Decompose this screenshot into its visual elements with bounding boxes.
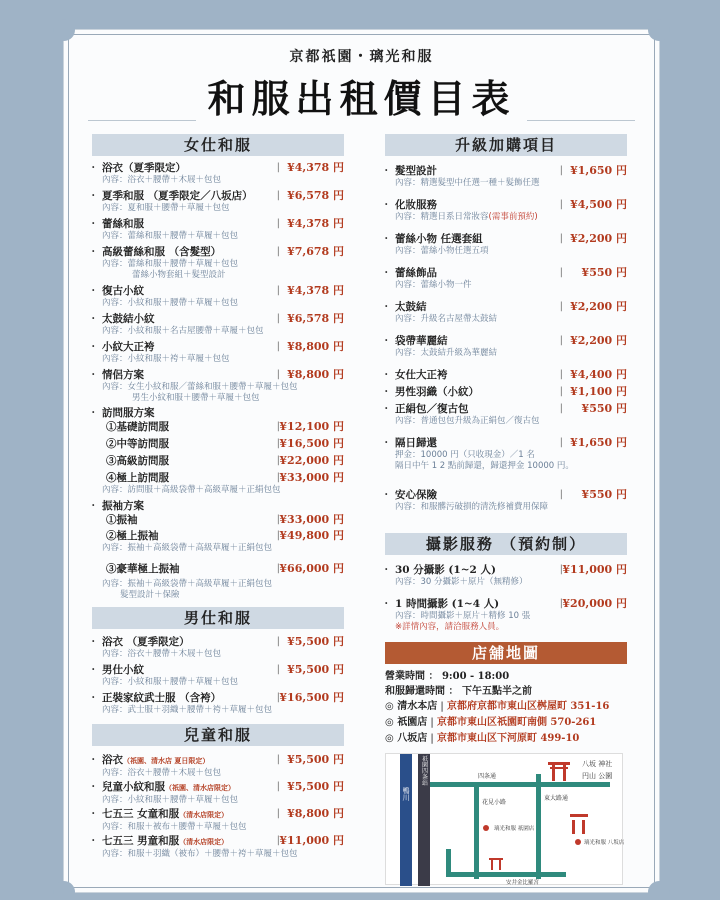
photo-list: [385, 563, 627, 622]
menu-item-price: ¥5,500 円: [287, 780, 344, 793]
map-label-shrine: 八坂 神社: [582, 760, 613, 768]
map-label-street1: 四条通: [478, 773, 497, 780]
menu-item: ・ 情侶方案 | ¥8,800 円: [92, 368, 344, 382]
map-pin-icon: [483, 825, 489, 831]
shop-address: 京都府京都市東山区桝屋町 351-16: [446, 701, 610, 712]
menu-item: ④極上訪問服 | ¥33,000 円: [92, 471, 344, 485]
upgrade-nextday-name: ・ 隔日歸還: [385, 436, 627, 450]
menu-item-desc: 內容：精選髮型中任選一種＋髮飾任選: [395, 178, 540, 188]
menu-item-name: ・ 浴衣（祇園、清水店 夏日限定）: [92, 753, 344, 768]
shop-subtitle: 京都祇園・璃光和服: [289, 49, 434, 65]
road-higashioji: [536, 774, 541, 879]
map-label-street2: 花見小路: [482, 799, 507, 806]
menu-item-price: ¥16,500 円: [279, 437, 344, 450]
furisode-desc: 內容：振袖＋高級袋帶＋高級草履＋正絹包包: [102, 543, 273, 553]
shop-address: 京都市東山区祇園町南側 570-261: [436, 717, 597, 728]
menu-item-price: ¥11,000 円: [562, 563, 627, 576]
store-map-svg: [386, 754, 624, 886]
upgrade-bag-desc: 內容：普通包包升級為正絹包／復古包: [395, 416, 540, 426]
menu-item-name: ・ 太鼓結: [385, 300, 627, 314]
visit-plan-name: ・ 訪問服方案: [92, 406, 344, 420]
menu-item-desc: 內容：女生小紋和服／蕾絲和服＋腰帶＋草履＋包包: [102, 382, 298, 392]
menu-item-price: ¥4,400 円: [570, 368, 627, 381]
menu-item-price: ¥4,378 円: [287, 284, 344, 297]
menu-item: ②極上振袖 | ¥49,800 円: [92, 529, 344, 543]
kids-list: [92, 753, 344, 860]
menu-item: ・ 蕾絲飾品 | ¥550 円: [385, 266, 627, 280]
menu-card: [64, 30, 659, 892]
menu-item: ・ 浴衣（夏季限定） | ¥4,378 円: [92, 161, 344, 175]
menu-item-name: ・ 蕾絲飾品: [385, 266, 627, 280]
section-store-heading: 店舖地圖: [385, 642, 627, 664]
shop-name: ◎ 八坂店: [385, 733, 428, 744]
menu-item-desc: 內容：浴衣＋腰帶＋木屐＋包包: [102, 175, 222, 185]
page-title: 和服出租價目表: [207, 76, 516, 121]
menu-item-price: ¥12,100 円: [279, 420, 344, 433]
menu-item-price: ¥6,578 円: [287, 312, 344, 325]
menu-item-name: ・ 復古小紋: [92, 284, 344, 298]
furisode-plan-name: ・ 振袖方案: [92, 499, 344, 513]
menu-item: ②中等訪問服 | ¥16,500 円: [92, 437, 344, 451]
menu-item-desc: 內容：和服＋被布＋腰帶＋草履＋包包: [102, 822, 247, 832]
menu-item-name: ①基礎訪問服: [106, 421, 169, 433]
return-time: 和服歸還時間 ： 下午五點半之前: [385, 686, 532, 697]
menu-item-price: ¥5,500 円: [287, 753, 344, 766]
menu-item-price: ¥550 円: [581, 266, 627, 279]
menu-item-desc: 內容：小紋和服＋腰帶＋草履＋包包: [102, 795, 239, 805]
menu-item-desc: 內容：武士服＋羽織＋腰帶＋袴＋草履＋包包: [102, 705, 273, 715]
menu-item-price: ¥8,800 円: [287, 340, 344, 353]
menu-item-name: ・ 1 時間攝影 (1~4 人): [385, 597, 627, 611]
menu-item-name: ・ 高級蕾絲和服 （含髮型）: [92, 245, 344, 259]
menu-item-desc: 內容：時間攝影＋原片＋精修 10 張: [395, 611, 531, 621]
menu-item-desc: 內容：小紋和服＋袴＋草履＋包包: [102, 354, 230, 364]
left-column: [92, 134, 344, 860]
menu-item-desc: 男生小紋和服＋腰帶＋草履＋包包: [132, 393, 260, 403]
menu-item-name: ・ 七五三 女童和服（清水店限定）: [92, 807, 344, 822]
menu-item-price: ¥20,000 円: [562, 597, 627, 610]
shop-address: 京都市東山区下河原町 499-10: [436, 733, 580, 744]
menu-item: ①振袖 | ¥33,000 円: [92, 513, 344, 527]
menu-item: ・ 蕾絲和服 | ¥4,378 円: [92, 217, 344, 231]
menu-item: ・ 小紋大正袴 | ¥8,800 円: [92, 340, 344, 354]
upgrade-bag: ・ 正絹包／復古包 | ¥550 円: [385, 402, 627, 416]
women-list: [92, 161, 344, 404]
upgrade-list: [385, 164, 627, 359]
menu-item-price: ¥4,378 円: [287, 161, 344, 174]
menu-item-desc: 內容：小紋和服＋腰帶＋草履＋包包: [102, 677, 239, 687]
business-hours: 營業時間 ： 9:00 - 18:00: [385, 671, 510, 682]
menu-item: ・ 蕾絲小物 任選套組 | ¥2,200 円: [385, 232, 627, 246]
menu-item: ・ 化妝服務 | ¥4,500 円: [385, 198, 627, 212]
corner-notch: [648, 881, 670, 900]
menu-item: ・ 1 時間攝影 (1~4 人) | ¥20,000 円: [385, 597, 627, 611]
menu-item-desc: 內容：蕾絲和服＋腰帶＋草履＋包包: [102, 259, 239, 269]
menu-item-price: ¥33,000 円: [279, 471, 344, 484]
menu-item-price: ¥7,678 円: [287, 245, 344, 258]
torii-icon: [570, 814, 588, 834]
map-label-shop2: 璃光和服 八坂店: [584, 840, 624, 846]
menu-item-desc: 內容：和服＋羽織（被布）＋腰帶＋袴＋草履＋包包: [102, 849, 298, 859]
menu-item: ・ 七五三 男童和服（清水店限定） | ¥11,000 円: [92, 834, 344, 849]
menu-item-name: ・ 浴衣 （夏季限定）: [92, 635, 344, 649]
upgrade-bag-price: ¥550 円: [581, 402, 627, 415]
menu-item-name: ・ 袋帶華麗結: [385, 334, 627, 348]
menu-item: ①基礎訪問服 | ¥12,100 円: [92, 420, 344, 434]
menu-item-desc: 內容：浴衣＋腰帶＋木屐＋包包: [102, 649, 222, 659]
menu-item-desc: 內容：小紋和服＋名古屋腰帶＋草履＋包包: [102, 326, 264, 336]
menu-item-price: ¥5,500 円: [287, 663, 344, 676]
menu-item-tag: （祇園、清水店限定）: [165, 783, 235, 792]
menu-item-name: ・ 蕾絲小物 任選套組: [385, 232, 627, 246]
menu-item-name: ・ 浴衣（夏季限定）: [92, 161, 344, 175]
menu-item-tag: （清水店限定）: [179, 810, 229, 819]
menu-item-name: ・ 正裝家紋武士服 （含袴）: [92, 691, 344, 705]
men-list: [92, 635, 344, 716]
map-label-station: 京阪 祇園四条站: [420, 754, 428, 786]
menu-item-name: ・ 女仕大正袴: [385, 368, 627, 382]
upgrade-insurance-name: ・ 安心保險: [385, 488, 627, 502]
menu-item-price: ¥2,200 円: [570, 232, 627, 245]
menu-item-name: ・ 髮型設計: [385, 164, 627, 178]
upgrade-insurance: ・ 安心保險 | ¥550 円: [385, 488, 627, 502]
menu-item-price: ¥16,500 円: [279, 691, 344, 704]
menu-item: ・ 30 分攝影 (1~2 人) | ¥11,000 円: [385, 563, 627, 577]
menu-item-name: ②中等訪問服: [106, 438, 169, 450]
shop-entry: ◎ 八坂店 | 京都市東山区下河原町 499-10: [385, 733, 580, 744]
menu-item-desc: 內容：蕾絲小物一件: [395, 280, 472, 290]
menu-item-price: ¥33,000 円: [279, 513, 344, 526]
menu-item-name: ②極上振袖: [106, 530, 159, 542]
menu-item-price: ¥6,578 円: [287, 189, 344, 202]
menu-item-price: ¥4,500 円: [570, 198, 627, 211]
menu-item-desc: 內容：升級名古屋帶太鼓結: [395, 314, 498, 324]
section-men-heading: 男仕和服: [92, 607, 344, 629]
furisode-plan: [92, 499, 344, 513]
menu-item: ・ 復古小紋 | ¥4,378 円: [92, 284, 344, 298]
menu-item-desc: 內容：小紋和服＋腰帶＋草履＋包包: [102, 298, 239, 308]
menu-item: ・ 兒童小紋和服（祇園、清水店限定） | ¥5,500 円: [92, 780, 344, 795]
map-label-river: 鴨川: [402, 787, 410, 801]
menu-item-desc: 內容：浴衣＋腰帶＋木屐＋包包: [102, 768, 222, 778]
menu-item-desc: 內容：夏和服＋腰帶＋草履＋包包: [102, 203, 230, 213]
photo-note: ※詳情內容，請洽服務人員。: [395, 622, 505, 632]
section-kids-heading: 兒童和服: [92, 724, 344, 746]
menu-item: ・ 太鼓結 | ¥2,200 円: [385, 300, 627, 314]
furisode-desc3: 髮型設計＋保險: [120, 590, 180, 600]
menu-item-name: ・ 男仕小紋: [92, 663, 344, 677]
corner-notch: [53, 881, 75, 900]
store-map: [385, 753, 623, 885]
menu-item-price: ¥22,000 円: [279, 454, 344, 467]
right-column: [385, 134, 627, 885]
section-women-heading: 女仕和服: [92, 134, 344, 156]
menu-item-price: ¥2,200 円: [570, 300, 627, 313]
river-kamogawa: [400, 754, 412, 886]
menu-item-name: ・ 化妝服務: [385, 198, 627, 212]
menu-item-price: ¥11,000 円: [279, 834, 344, 847]
section-upgrade-heading: 升級加購項目: [385, 134, 627, 156]
menu-item-desc: 內容：太鼓結升級為華麗結: [395, 348, 498, 358]
menu-item-name: ・ 蕾絲和服: [92, 217, 344, 231]
menu-item-name: ①振袖: [106, 514, 138, 526]
upgrade-nextday-price: ¥1,650 円: [570, 436, 627, 449]
corner-notch: [648, 19, 670, 41]
menu-item: ・ 七五三 女童和服（清水店限定） | ¥8,800 円: [92, 807, 344, 822]
menu-item: ・ 高級蕾絲和服 （含髮型） | ¥7,678 円: [92, 245, 344, 259]
menu-item-price: ¥8,800 円: [287, 368, 344, 381]
road-shijo: [430, 782, 610, 787]
map-label-park: 円山 公園: [582, 772, 613, 780]
furisode-sub3: ③豪華極上振袖 | ¥66,000 円: [92, 562, 344, 576]
menu-item-name: ④極上訪問服: [106, 472, 169, 484]
menu-item-name: ③高級訪問服: [106, 455, 169, 467]
menu-item-name: ・ 太鼓結小紋: [92, 312, 344, 326]
menu-item-price: ¥5,500 円: [287, 635, 344, 648]
upgrade-insurance-desc: 內容：和服髒污破損的清洗修補費用保障: [395, 502, 549, 512]
corner-notch: [53, 19, 75, 41]
menu-item-name: ・ 夏季和服 （夏季限定／八坂店）: [92, 189, 344, 203]
menu-item: ・ 髮型設計 | ¥1,650 円: [385, 164, 627, 178]
furisode-sub3-name: ③豪華極上振袖: [106, 563, 180, 575]
menu-item: ・ 浴衣（祇園、清水店 夏日限定） | ¥5,500 円: [92, 753, 344, 768]
menu-item: ③高級訪問服 | ¥22,000 円: [92, 454, 344, 468]
furisode-sub3-price: ¥66,000 円: [279, 562, 344, 575]
menu-item: ・ 浴衣 （夏季限定） | ¥5,500 円: [92, 635, 344, 649]
shop-entry: ◎ 清水本店 | 京都府京都市東山区桝屋町 351-16: [385, 701, 610, 712]
section-photo-heading: 攝影服務 （預約制）: [385, 533, 627, 555]
map-label-temple: 安井金比羅宮: [506, 880, 540, 886]
menu-item-tag: （祇園、清水店 夏日限定）: [123, 756, 210, 765]
upgrade-bag-name: ・ 正絹包／復古包: [385, 402, 627, 416]
menu-item-name: ・ 男性羽織（小紋）: [385, 385, 627, 399]
furisode-list: [92, 513, 344, 543]
menu-item: ・ 男性羽織（小紋） | ¥1,100 円: [385, 385, 627, 399]
upgrade-nextday-desc: 隔日中午 1 2 點前歸還，歸還押金 10000 円。: [395, 461, 574, 471]
menu-item: ・ 男仕小紋 | ¥5,500 円: [92, 663, 344, 677]
visit-plan: [92, 406, 344, 420]
menu-item: ・ 正裝家紋武士服 （含袴） | ¥16,500 円: [92, 691, 344, 705]
map-label-street3: 東大路通: [544, 795, 569, 802]
shop-entry: ◎ 祇園店 | 京都市東山区祇園町南側 570-261: [385, 717, 597, 728]
torii-icon: [548, 762, 570, 781]
upgrade-nextday: ・ 隔日歸還 | ¥1,650 円: [385, 436, 627, 450]
menu-item-price: ¥2,200 円: [570, 334, 627, 347]
menu-item-name: ・ 兒童小紋和服（祇園、清水店限定）: [92, 780, 344, 795]
menu-item-name: ・ 30 分攝影 (1~2 人): [385, 563, 627, 577]
menu-item-desc: 內容：蕾絲和服＋腰帶＋草履＋包包: [102, 231, 239, 241]
menu-item-tag: （清水店限定）: [179, 837, 229, 846]
menu-item-price: ¥49,800 円: [279, 529, 344, 542]
shop-name: ◎ 祇園店: [385, 717, 428, 728]
menu-item: ・ 太鼓結小紋 | ¥6,578 円: [92, 312, 344, 326]
road-stub: [446, 849, 451, 877]
upgrade-nextday-desc: 押金：10000 円（只收現金）／1 名: [395, 450, 535, 460]
menu-item-desc: 內容：精選日系日常妝容(需事前預約): [395, 212, 538, 222]
menu-item-desc: 內容：蕾絲小物任選五項: [395, 246, 489, 256]
menu-item-name: ・ 小紋大正袴: [92, 340, 344, 354]
visit-list: [92, 420, 344, 485]
menu-item-desc: 蕾絲小物套組＋髮型設計: [132, 270, 226, 280]
map-label-shop1: 璃光和服 祇園店: [494, 826, 535, 832]
torii-icon: [489, 858, 503, 870]
shop-list: [385, 699, 627, 747]
menu-item-price: ¥8,800 円: [287, 807, 344, 820]
menu-item-desc: 內容：30 分攝影＋原片（無精修）: [395, 577, 528, 587]
menu-item-name: ・ 情侶方案: [92, 368, 344, 382]
road-hanami: [474, 787, 479, 879]
visit-desc: 內容：訪問服＋高級袋帶＋高級草履＋正絹包包: [102, 485, 281, 495]
menu-item: ・ 袋帶華麗結 | ¥2,200 円: [385, 334, 627, 348]
menu-item-price: ¥4,378 円: [287, 217, 344, 230]
shop-name: ◎ 清水本店: [385, 701, 438, 712]
menu-item: ・ 夏季和服 （夏季限定／八坂店） | ¥6,578 円: [92, 189, 344, 203]
map-pin-icon: [575, 839, 581, 845]
menu-item: ・ 女仕大正袴 | ¥4,400 円: [385, 368, 627, 382]
upgrade-insurance-price: ¥550 円: [581, 488, 627, 501]
furisode-desc3: 內容：振袖＋高級袋帶＋高級草履＋正絹包包: [102, 579, 273, 589]
menu-item-price: ¥1,100 円: [570, 385, 627, 398]
menu-item-name: ・ 七五三 男童和服（清水店限定）: [92, 834, 344, 849]
upgrade-plain-list: [385, 368, 627, 399]
road-south: [446, 872, 566, 877]
menu-item-price: ¥1,650 円: [570, 164, 627, 177]
